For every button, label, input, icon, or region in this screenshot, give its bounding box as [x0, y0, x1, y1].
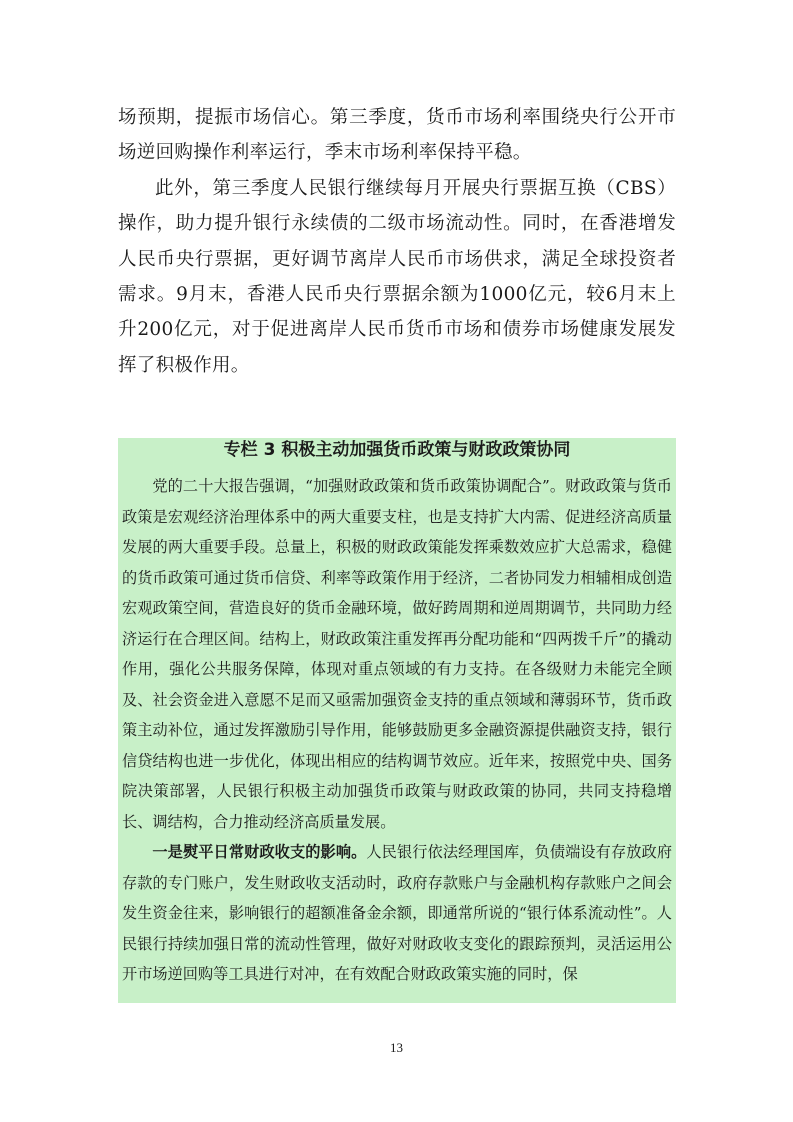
column-box-paragraph: 党的二十大报告强调，“加强财政政策和货币政策协调配合”。财政政策与货币政策是宏观经济治理体系中的两大重要支柱，也是支持扩大内需、促进经济高质量发展的两大重要手段。总量上，积极的财政政策能发挥乘数效应扩大总需求，稳健的货币政策可通过货币信贷、利率等政策作用于经济，二者协同发力相辅相成创造宏观政策空间，营造良好的货币金融环境，做好跨周期和逆周期调节，共同助力经济运行在合理区间。结构上，财政政策注重发挥再分配功能和“四两拨千斤”的撬动作用，强化公共服务保障，体现对重点领域的有力支持。在各级财力未能完全顾及、社会资金进入意愿不足而又亟需加强资金支持的重点领域和薄弱环节，货币政策主动补位，通过发挥激励引导作用，能够鼓励更多金融资源提供融资支持，银行信贷结构也进一步优化，体现出相应的结构调节效应。近年来，按照党中央、国务院决策部署，人民银行积极主动加强货币政策与财政政策的协同，共同支持稳增长、调结构，合力推动经济高质量发展。 — [122, 477, 672, 831]
column-box-paragraph — [122, 837, 672, 990]
page-number: 13 — [390, 1040, 403, 1055]
column-box-body — [122, 471, 672, 990]
column-box-title: 专栏 3 积极主动加强货币政策与财政政策协同 — [223, 440, 571, 460]
column-box-paragraph-text: 人民银行依法经理国库，负债端设有存放政府存款的专门账户，发生财政收支活动时，政府存款账户与金融机构存款账户之间会发生资金往来，影响银行的超额准备金余额，即通常所说的“银行体系流动性”。人民银行持续加强日常的流动性管理，做好对财政收支变化的跟踪预判，灵活运用公开市场逆回购等工具进行对冲，在有效配合财政政策实施的同时，保 — [122, 843, 673, 983]
body-paragraph: 场预期，提振市场信心。第三季度，货币市场利率围绕央行公开市场逆回购操作利率运行，季末市场利率保持平稳。 — [118, 107, 676, 164]
body-paragraph: 此外，第三季度人民银行继续每月开展央行票据互换（CBS）操作，助力提升银行永续债的二级市场流动性。同时，在香港增发人民币央行票据，更好调节离岸人民币市场供求，满足全球投资者需求。9月末，香港人民币央行票据余额为1000亿元，较6月末上升200亿元，对于促进离岸人民币货币市场和债券市场健康发展发挥了积极作用。 — [118, 177, 676, 376]
column-box-paragraph-lead: 一是熨平日常财政收支的影响。 — [152, 843, 367, 861]
column-box — [118, 438, 676, 1003]
body-text — [118, 100, 676, 383]
